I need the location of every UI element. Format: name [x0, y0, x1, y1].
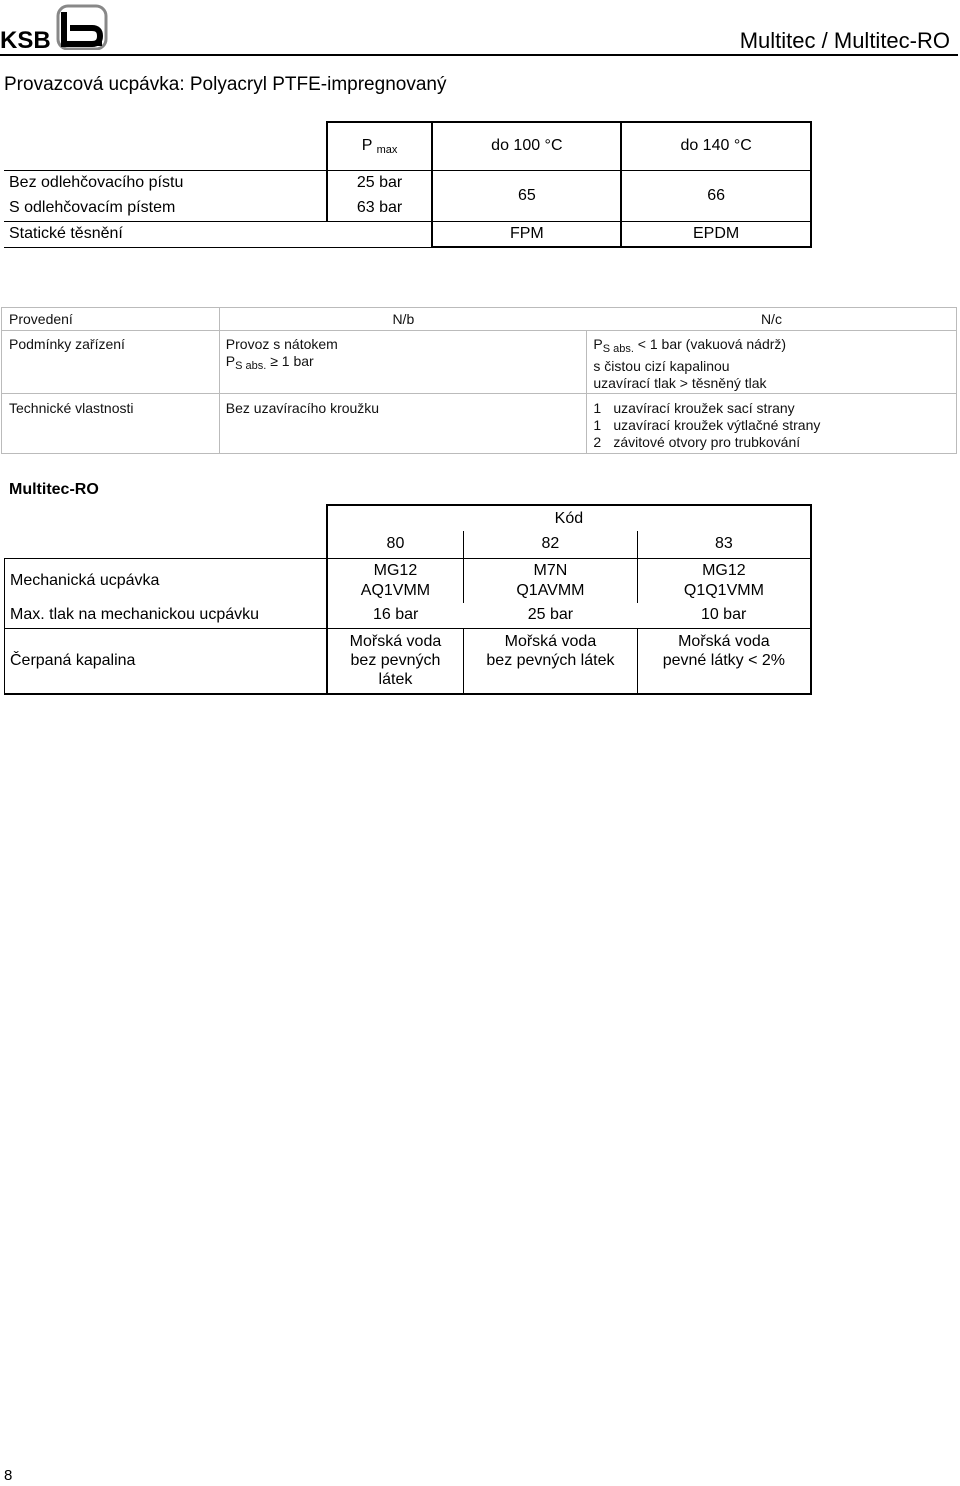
temp1-header: do 100 °C [432, 122, 621, 170]
page-number: 8 [4, 1467, 13, 1484]
conditions-nc [587, 331, 957, 394]
fluid-line: Mořská voda [678, 632, 770, 650]
fluid-line: látek [378, 670, 413, 688]
code-83: 83 [637, 531, 811, 558]
document-title: Multitec / Multitec-RO [739, 28, 950, 53]
fluid-label: Čerpaná kapalina [5, 628, 327, 694]
static-epdm: EPDM [621, 221, 811, 247]
fluid-line: Mořská voda [349, 632, 442, 650]
fluid-line: bez pevných látek [486, 651, 615, 669]
tech-nc-item [593, 434, 956, 451]
maxp-82: 25 bar [527, 606, 574, 624]
tech-nc [587, 394, 957, 454]
cond-nb-rest: ≥ 1 bar [266, 353, 314, 369]
code-66: 66 [621, 170, 811, 221]
maxp-80: 16 bar [327, 603, 464, 628]
pmax-header [327, 122, 433, 170]
cond-nc-line2: s čistou cizí kapalinou [593, 358, 730, 374]
section-title: Provazcová ucpávka: Polyacryl PTFE-impregnovaný [4, 74, 447, 95]
row-pressure: 63 bar [327, 195, 433, 221]
p-subscript: S abs. [235, 360, 267, 372]
pmax-sub: max [376, 143, 398, 156]
seal-line: MG12 [702, 561, 746, 579]
seal-line: Q1Q1VMM [683, 581, 764, 599]
seal-line: Q1AVMM [516, 581, 585, 599]
fluid-line: bez pevných [350, 651, 441, 669]
fluid-80 [327, 628, 464, 694]
cond-nb-line1: Provoz s nátokem [225, 336, 338, 352]
empty-cell [5, 531, 327, 558]
fluid-83 [637, 628, 811, 694]
item-number: 1 [593, 400, 602, 416]
empty-cell [4, 122, 327, 170]
tech-nb: Bez uzavíracího kroužku [219, 394, 587, 454]
header-rule [0, 54, 958, 56]
item-number: 2 [593, 434, 602, 450]
nb-header: N/b [219, 308, 587, 331]
static-fpm: FPM [432, 221, 621, 247]
cond-nc-rest: < 1 bar (vakuová nádrž) [633, 336, 787, 352]
maxp-label: Max. tlak na mechanickou ucpávku [5, 603, 327, 628]
code-82: 82 [464, 531, 638, 558]
kod-header: Kód [327, 505, 811, 531]
fluid-82 [464, 628, 638, 694]
seal-label: Mechanická ucpávka [5, 558, 327, 603]
seal-83 [637, 558, 811, 603]
static-label: Statické těsnění [4, 221, 432, 247]
tech-nc-item [593, 400, 956, 417]
item-text: uzavírací kroužek sací strany [613, 400, 795, 416]
code-80: 80 [327, 531, 464, 558]
seal-line: MG12 [373, 561, 418, 579]
empty-cell [5, 505, 327, 531]
fluid-line: Mořská voda [504, 632, 597, 650]
row-label: Bez odlehčovacího pístu [4, 170, 327, 195]
maxp-83: 10 bar [637, 603, 811, 628]
conditions-label: Podmínky zařízení [2, 331, 220, 394]
design-table [1, 307, 957, 454]
cond-nb-line2 [226, 353, 587, 375]
seal-line: AQ1VMM [360, 581, 431, 599]
svg-text:KSB: KSB [0, 27, 51, 50]
seal-82 [464, 558, 638, 603]
conditions-nb [219, 331, 587, 394]
code-65: 65 [432, 170, 621, 221]
cond-nc-line1 [593, 336, 956, 358]
row-label: S odlehčovacím pístem [9, 198, 176, 216]
ro-table [4, 504, 812, 695]
provedeni-label: Provedení [2, 308, 220, 331]
seal-line: M7N [533, 561, 568, 579]
tech-label: Technické vlastnosti [2, 394, 220, 454]
p-subscript: S abs. [602, 343, 634, 355]
p-symbol: P [225, 353, 236, 369]
row-pressure: 25 bar [327, 170, 433, 195]
ksb-logo [0, 2, 112, 50]
ro-title: Multitec-RO [9, 481, 99, 498]
tech-nc-item [593, 417, 956, 434]
cond-nc-line3: uzavírací tlak > těsněný tlak [593, 375, 767, 391]
nc-header: N/c [587, 308, 957, 331]
packing-table [4, 121, 812, 248]
item-number: 1 [593, 417, 602, 433]
pmax-label: P [361, 136, 373, 154]
temp2-header: do 140 °C [621, 122, 811, 170]
seal-80 [327, 558, 464, 603]
fluid-line: pevné látky < 2% [662, 651, 786, 669]
item-text: uzavírací kroužek výtlačné strany [613, 417, 821, 433]
p-symbol: P [593, 336, 603, 352]
item-text: závitové otvory pro trubkování [613, 434, 801, 450]
